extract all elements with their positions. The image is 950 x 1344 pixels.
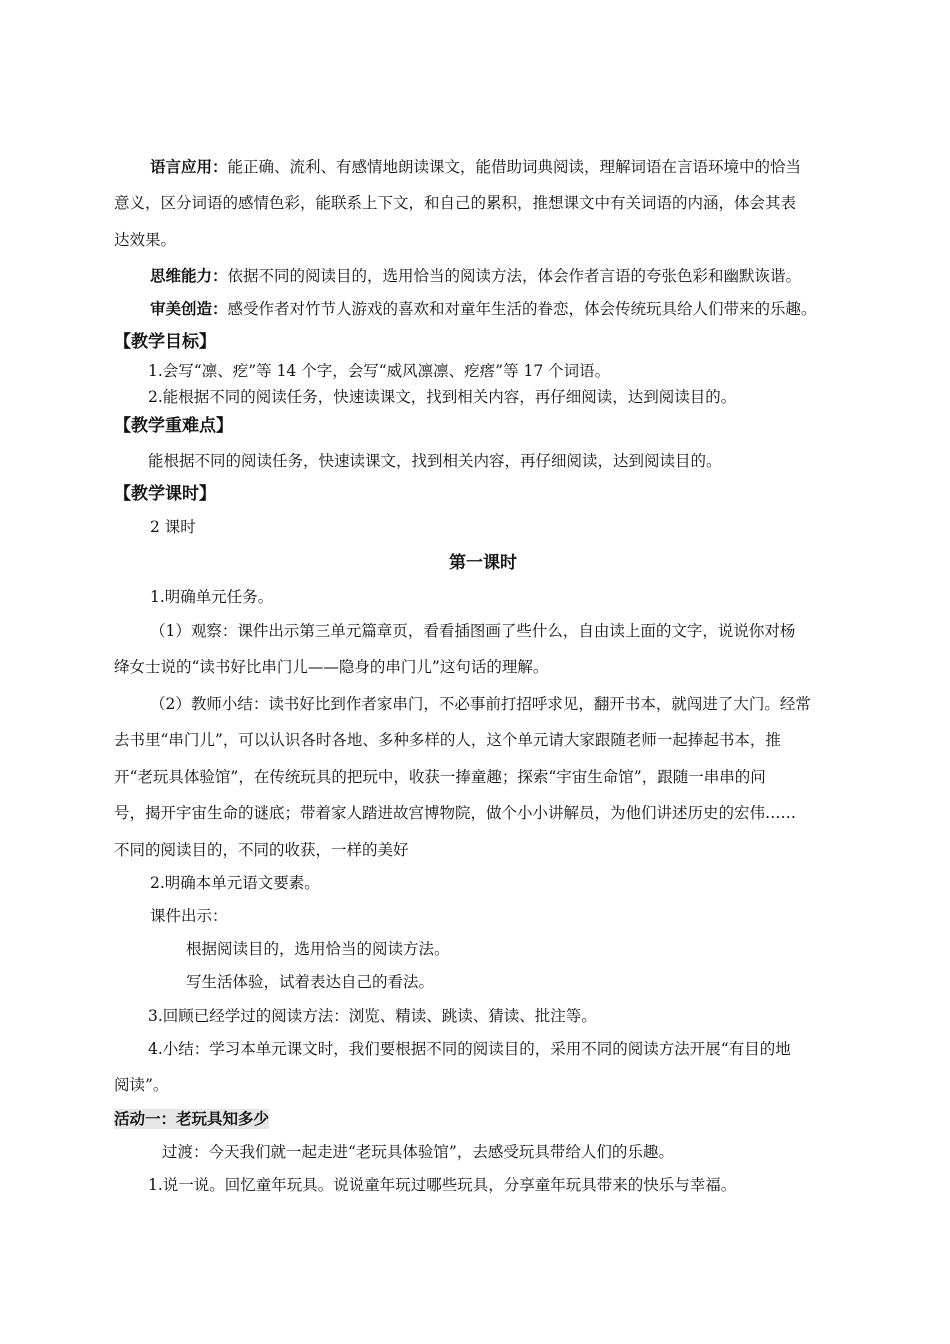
objective-language-label: 语言应用： — [150, 157, 228, 176]
objective-thinking-text: 依据不同的阅读目的，选用恰当的阅读方法，体会作者言语的夸张色彩和幽默诙谐。 — [227, 267, 802, 285]
step-4-line-1: 4.小结：学习本单元课文时，我们要根据不同的阅读目的，采用不同的阅读方法开展“有目的地 — [148, 1040, 791, 1058]
element-2: 写生活体验，试着表达自己的看法。 — [186, 973, 435, 991]
observe-line-2: 绛女士说的“读书好比串门儿——隐身的串门儿”这句话的理解。 — [114, 658, 549, 676]
objective-aesthetic — [150, 299, 817, 319]
hours-heading: 【教学课时】 — [114, 484, 216, 504]
keypoints-text: 能根据不同的阅读任务，快速读课文，找到相关内容，再仔细阅读，达到阅读目的。 — [148, 452, 722, 470]
step-1: 1.明确单元任务。 — [150, 588, 274, 606]
step-4-line-2: 阅读”。 — [114, 1076, 169, 1094]
objective-aesthetic-text: 感受作者对竹节人游戏的喜欢和对童年生活的眷恋，体会传统玩具给人们带来的乐趣。 — [227, 300, 817, 318]
objective-language-line-2: 意义，区分词语的感情色彩，能联系上下文，和自己的累积，推想课文中有关词语的内涵，体会其表 — [114, 194, 797, 212]
element-1: 根据阅读目的，选用恰当的阅读方法。 — [186, 940, 450, 958]
step-2: 2.明确本单元语文要素。 — [150, 874, 320, 892]
objective-thinking-label: 思维能力： — [150, 266, 228, 285]
summary-line-3: 开“老玩具体验馆”，在传统玩具的把玩中，收获一捧童趣；探索“宇宙生命馆”，跟随一串串的问 — [114, 768, 766, 786]
goal-item-2: 2.能根据不同的阅读任务，快速读课文，找到相关内容，再仔细阅读，达到阅读目的。 — [148, 388, 737, 406]
objective-language — [150, 157, 801, 177]
summary-line-2: 去书里“串门儿”，可以认识各时各地、多种多样的人，这个单元请大家跟随老师一起捧起书本，推 — [114, 731, 781, 749]
objective-aesthetic-label: 审美创造： — [150, 299, 228, 318]
goal-item-1: 1.会写“凛、疙”等 14 个字，会写“威风凛凛、疙瘩”等 17 个词语。 — [148, 362, 611, 380]
objective-language-line-3: 达效果。 — [114, 231, 177, 249]
goals-heading: 【教学目标】 — [114, 332, 216, 352]
activity-1-transition: 过渡：今天我们就一起走进“老玩具体验馆”，去感受玩具带给人们的乐趣。 — [162, 1143, 674, 1161]
summary-line-1: （2）教师小结：读书好比到作者家串门，不必事前打招呼求见，翻开书本，就闯进了大门。经常 — [150, 695, 811, 713]
observe-line-1: （1）观察：课件出示第三单元篇章页，看看插图画了些什么，自由读上面的文字，说说你对杨 — [150, 622, 796, 640]
hours-text: 2 课时 — [150, 518, 196, 536]
step-3: 3.回顾已经学过的阅读方法：浏览、精读、跳读、猜读、批注等。 — [148, 1007, 597, 1025]
summary-line-5: 不同的阅读目的，不同的收获，一样的美好 — [114, 841, 409, 859]
lesson-title: 第一课时 — [449, 553, 517, 573]
summary-line-4: 号，揭开宇宙生命的谜底；带着家人踏进故宫博物院，做个小小讲解员，为他们讲述历史的宏伟…… — [114, 804, 797, 822]
activity-1-title: 活动一：老玩具知多少 — [114, 1109, 270, 1128]
activity-1-item-1: 1.说一说。回忆童年玩具。说说童年玩过哪些玩具，分享童年玩具带来的快乐与幸福。 — [148, 1176, 737, 1194]
courseware-label: 课件出示： — [150, 907, 228, 925]
keypoints-heading: 【教学重难点】 — [114, 416, 233, 436]
objective-thinking — [150, 266, 801, 286]
objective-language-text: 能正确、流利、有感情地朗读课文，能借助词典阅读，理解词语在言语环境中的恰当 — [227, 158, 802, 176]
